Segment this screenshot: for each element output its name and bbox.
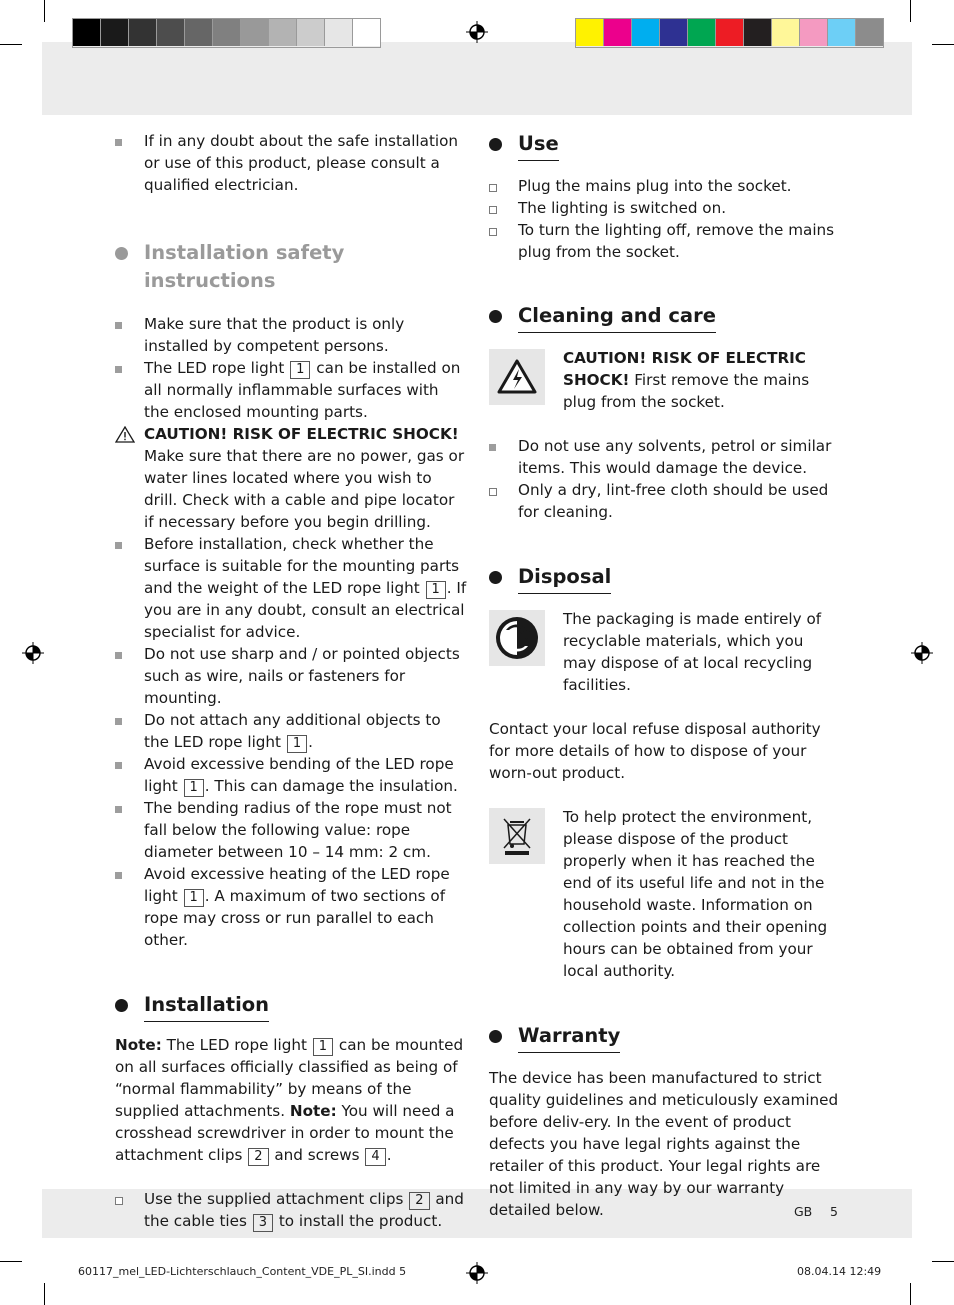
- list-item: The LED rope light 1 can be installed on all normally inflammable surfaces with the enclosed mounting parts.: [115, 357, 467, 423]
- crop-mark: [932, 1261, 954, 1262]
- list-item: Do not use sharp and / or pointed objects such as wire, nails or fasteners for mounting.: [115, 643, 467, 709]
- section-heading-installation-safety: Installation safety instructions: [115, 239, 467, 297]
- crop-mark: [44, 0, 45, 22]
- calibration-swatch: [856, 19, 883, 46]
- language-code: GB: [794, 1204, 813, 1219]
- calibration-swatch: [157, 19, 185, 46]
- registration-mark-icon: [911, 642, 933, 664]
- heading-dot-icon: [489, 310, 502, 323]
- calibration-swatch: [353, 19, 380, 46]
- heading-dot-icon: [489, 571, 502, 584]
- square-bullet-icon: [115, 718, 122, 725]
- section-heading-use: Use: [489, 130, 841, 161]
- calibration-swatch: [325, 19, 353, 46]
- calibration-swatch: [800, 19, 828, 46]
- checkbox-bullet-icon: [489, 206, 497, 214]
- part-number-badge: 2: [409, 1192, 429, 1210]
- list-item: Avoid excessive bending of the LED rope light 1 . This can damage the insulation.: [115, 753, 467, 797]
- part-number-badge: 1: [290, 361, 310, 379]
- step-item: Use the supplied attachment clips 2 and the cable ties 3 to install the product.: [115, 1188, 467, 1232]
- warning-item: CAUTION! RISK OF ELECTRIC SHOCK! Make sure that there are no power, gas or water lines located where you wish to drill. Check with a cable and pipe locator if necessary before you begin drilling.: [115, 423, 467, 533]
- square-bullet-icon: [115, 872, 122, 879]
- warning-triangle-icon: [115, 426, 135, 443]
- print-timestamp: 08.04.14 12:49: [797, 1265, 882, 1278]
- calibration-swatch: [241, 19, 269, 46]
- crop-mark: [910, 0, 911, 22]
- green-dot-recycling-icon: [489, 610, 545, 666]
- heading-dot-icon: [489, 138, 502, 151]
- step-item: Only a dry, lint-free cloth should be used for cleaning.: [489, 479, 841, 523]
- part-number-badge: 1: [184, 779, 204, 797]
- square-bullet-icon: [115, 806, 122, 813]
- square-bullet-icon: [115, 322, 122, 329]
- calibration-swatch: [213, 19, 241, 46]
- part-number-badge: 1: [184, 889, 204, 907]
- grayscale-calibration-strip: [72, 18, 381, 48]
- list-item: If in any doubt about the safe installation or use of this product, please consult a qualified electrician.: [115, 130, 467, 196]
- section-heading-cleaning: Cleaning and care: [489, 302, 841, 333]
- calibration-swatch: [129, 19, 157, 46]
- checkbox-bullet-icon: [489, 228, 497, 236]
- install-note: Note: The LED rope light 1 can be mounted on all surfaces officially classified as being of “normal flammability” by means of the supplied attachments. Note: You will need a crosshead screwdriver in order to mount the attachment clips 2 and screws 4 .: [115, 1036, 464, 1164]
- indd-file-name: 60117_mel_LED-Lichterschlauch_Content_VDE_PL_SI.indd 5: [78, 1265, 407, 1278]
- square-bullet-icon: [115, 542, 122, 549]
- calibration-swatch: [269, 19, 297, 46]
- crop-mark: [44, 1283, 45, 1305]
- calibration-swatch: [576, 19, 604, 46]
- list-item: The bending radius of the rope must not fall below the following value: rope diameter between 10 – 14 mm: 2 cm.: [115, 797, 467, 863]
- registration-mark-icon: [22, 642, 44, 664]
- crossed-out-wheelie-bin-icon: [489, 808, 545, 864]
- square-bullet-icon: [115, 366, 122, 373]
- crop-mark: [910, 1283, 911, 1305]
- section-heading-installation: Installation: [115, 991, 467, 1022]
- registration-mark-icon: [466, 21, 488, 43]
- checkbox-bullet-icon: [489, 184, 497, 192]
- step-item: To turn the lighting off, remove the mains plug from the socket.: [489, 219, 841, 263]
- square-bullet-icon: [115, 762, 122, 769]
- heading-dot-icon: [115, 247, 128, 260]
- heading-dot-icon: [115, 999, 128, 1012]
- square-bullet-icon: [115, 139, 122, 146]
- list-item: Avoid excessive heating of the LED rope light 1 . A maximum of two sections of rope may cross or run parallel to each other.: [115, 863, 467, 951]
- top-band: [42, 42, 912, 115]
- calibration-swatch: [744, 19, 772, 46]
- step-item: Plug the mains plug into the socket.: [489, 175, 841, 197]
- part-number-badge: 2: [248, 1148, 268, 1166]
- part-number-badge: 4: [365, 1148, 385, 1166]
- crop-mark: [932, 44, 954, 45]
- calibration-swatch: [828, 19, 856, 46]
- square-bullet-icon: [489, 444, 496, 451]
- list-item: Before installation, check whether the surface is suitable for the mounting parts and the weight of the LED rope light 1 . If you are in any doubt, consult an electrical specialist for advice.: [115, 533, 467, 643]
- calibration-swatch: [716, 19, 744, 46]
- calibration-swatch: [604, 19, 632, 46]
- right-column: [489, 130, 841, 1221]
- section-heading-disposal: Disposal: [489, 563, 841, 594]
- registration-mark-icon: [466, 1262, 488, 1284]
- calibration-swatch: [101, 19, 129, 46]
- list-item: Make sure that the product is only installed by competent persons.: [115, 313, 467, 357]
- electric-shock-icon: [489, 349, 545, 405]
- checkbox-bullet-icon: [489, 488, 497, 496]
- square-bullet-icon: [115, 652, 122, 659]
- warranty-text: The device has been manufactured to strict quality guidelines and meticulously examined before deliv-ery. In the event of product defects you have legal rights against the retailer of this product. Your legal rights are not limited in any way by our warranty detailed below.: [489, 1069, 839, 1219]
- checkbox-bullet-icon: [115, 1197, 123, 1205]
- heading-dot-icon: [489, 1030, 502, 1043]
- step-item: The lighting is switched on.: [489, 197, 841, 219]
- crop-mark: [0, 1261, 22, 1262]
- calibration-swatch: [660, 19, 688, 46]
- color-calibration-strip: [575, 18, 884, 48]
- part-number-badge: 1: [313, 1038, 333, 1056]
- section-heading-warranty: Warranty: [489, 1022, 841, 1053]
- part-number-badge: 1: [426, 581, 446, 599]
- calibration-swatch: [772, 19, 800, 46]
- calibration-swatch: [73, 19, 101, 46]
- page-number: 5: [830, 1204, 838, 1219]
- weee-disposal-note: To help protect the environment, please dispose of the product properly when it has reached the end of its useful life and not in the household waste. Information on collection points and their opening hours can be obtained from your local authority.: [489, 806, 841, 982]
- left-column: [115, 130, 467, 1232]
- list-item: Do not use any solvents, petrol or similar items. This would damage the device.: [489, 435, 841, 479]
- part-number-badge: 1: [287, 735, 307, 753]
- packaging-disposal-note: The packaging is made entirely of recyclable materials, which you may dispose of at local recycling facilities.: [489, 608, 841, 696]
- calibration-swatch: [185, 19, 213, 46]
- crop-mark: [0, 44, 22, 45]
- calibration-swatch: [688, 19, 716, 46]
- calibration-swatch: [632, 19, 660, 46]
- electric-shock-warning: CAUTION! RISK OF ELECTRIC SHOCK! First remove the mains plug from the socket.: [489, 347, 841, 413]
- calibration-swatch: [297, 19, 325, 46]
- disposal-contact-text: Contact your local refuse disposal authority for more details of how to dispose of your worn-out product.: [489, 720, 821, 782]
- list-item: Do not attach any additional objects to the LED rope light 1 .: [115, 709, 467, 753]
- part-number-badge: 3: [253, 1214, 273, 1232]
